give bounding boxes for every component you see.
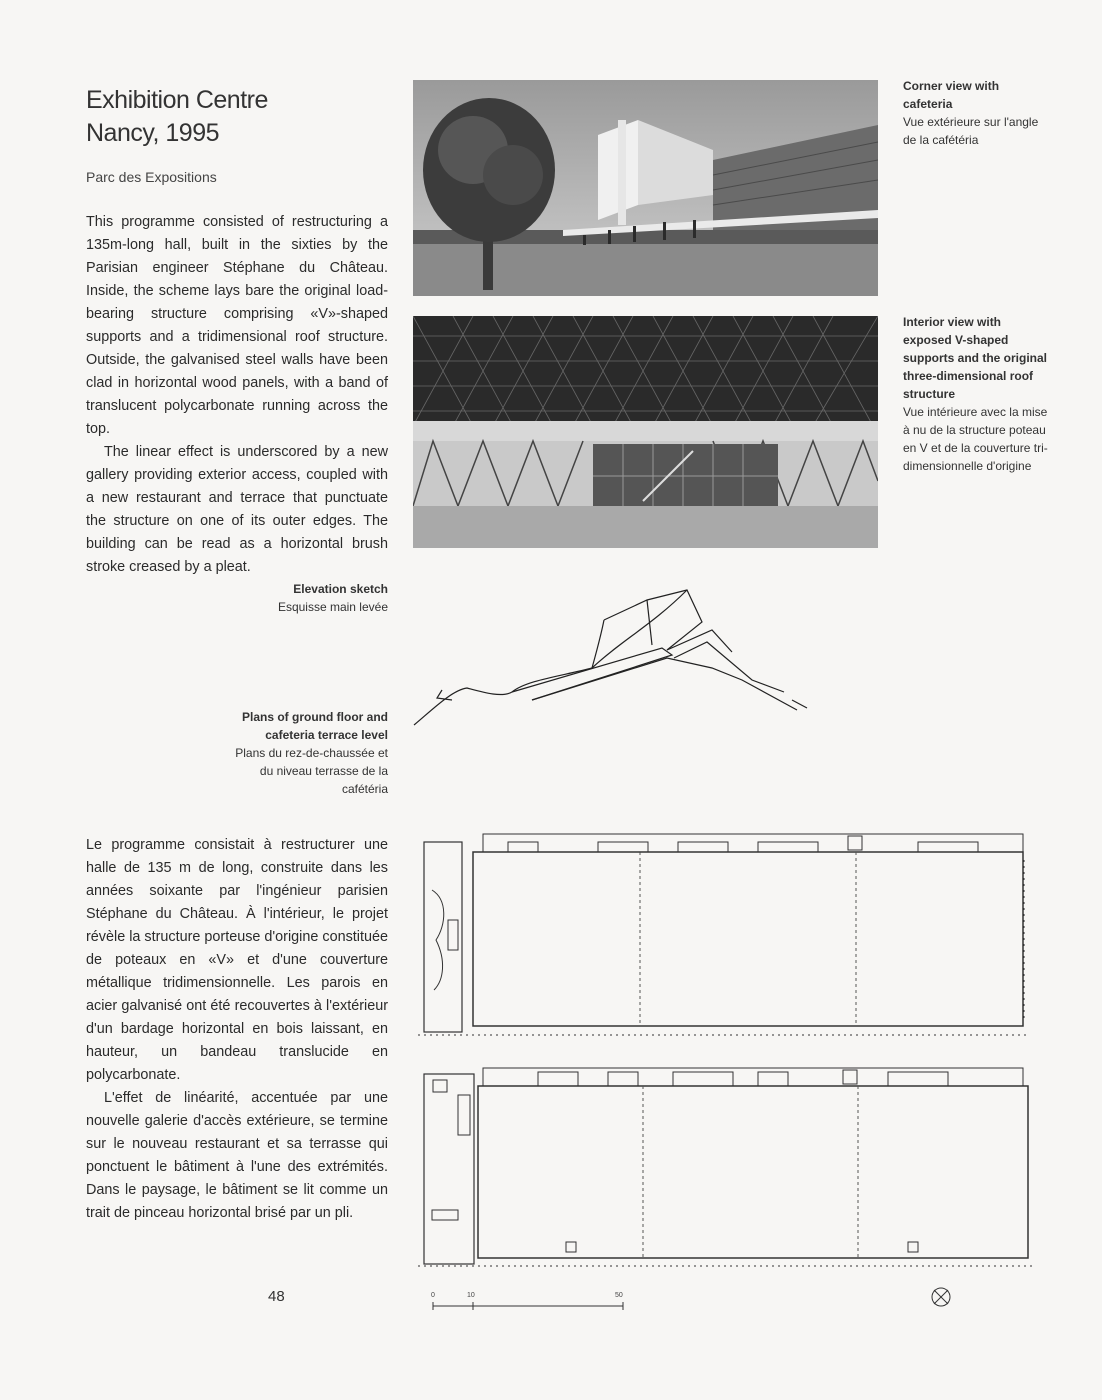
caption-english: Elevation sketch bbox=[293, 582, 388, 596]
caption-french: Plans du rez-de-chaussée et du niveau terrasse de la cafétéria bbox=[235, 746, 388, 796]
corner-view-photo bbox=[413, 80, 878, 296]
elevation-sketch bbox=[412, 580, 812, 730]
scale-label-end: 50 bbox=[615, 1292, 623, 1299]
scale-bar bbox=[425, 1292, 625, 1312]
paragraph: This programme consisted of restructuring a 135m-long hall, built in the sixties by the Parisian engineer Stéphane du Château. Inside, the scheme lays bare the original load-bearing structure comprising «V»-shaped supports and a tridimensional roof structure. Outside, the galvanised steel walls have been clad in horizontal wood panels, with a band of translucent polycarbonate running across the top. bbox=[86, 214, 388, 437]
ground-floor-plan bbox=[418, 830, 1028, 1040]
caption-floor-plans bbox=[230, 708, 388, 798]
body-text-english bbox=[86, 211, 388, 579]
paragraph: The linear effect is underscored by a new gallery providing exterior access, coupled with a new restaurant and terrace that punctuate the structure on one of its outer edges. The building can be read as a horizontal brush stroke creased by a pleat. bbox=[86, 444, 388, 575]
caption-elevation-sketch bbox=[230, 580, 388, 616]
scale-label-mid: 10 bbox=[467, 1292, 475, 1299]
title-line-1: Exhibition Centre bbox=[86, 86, 268, 114]
scale-label-start: 0 bbox=[431, 1292, 435, 1299]
page-title bbox=[86, 84, 268, 150]
caption-interior-view bbox=[903, 313, 1048, 475]
subtitle: Parc des Expositions bbox=[86, 169, 217, 185]
interior-view-photo bbox=[413, 316, 878, 548]
page-number: 48 bbox=[268, 1288, 285, 1305]
caption-french: Vue extérieure sur l'angle de la cafétéria bbox=[903, 115, 1039, 147]
caption-french: Esquisse main levée bbox=[277, 600, 388, 614]
caption-english: Corner view with cafeteria bbox=[903, 79, 1000, 111]
north-arrow-icon bbox=[930, 1286, 952, 1313]
paragraph: L'effet de linéarité, accentuée par une nouvelle galerie d'accès extérieure, se termine sur le nouveau restaurant et sa terrasse qui ponctuent le bâtiment à l'une des extrémités. Dans le paysage, le bâtiment se lit comme un trait de pinceau horizontal brisé par un pli. bbox=[86, 1090, 388, 1221]
body-text-french bbox=[86, 834, 388, 1225]
caption-english: Plans of ground floor and cafeteria terrace level bbox=[242, 710, 388, 742]
caption-english: Interior view with exposed V-shaped supports and the original three-dimensional roof structure bbox=[903, 315, 1048, 401]
caption-french: Vue intérieure avec la mise à nu de la structure poteau en V et de la couverture tri-dimensionnelle d'origine bbox=[903, 405, 1048, 473]
cafeteria-terrace-plan bbox=[418, 1060, 1038, 1270]
caption-corner-view bbox=[903, 77, 1048, 149]
paragraph: Le programme consistait à restructurer une halle de 135 m de long, construite dans les années soixante par l'ingénieur parisien Stéphane du Château. À l'intérieur, le projet révèle la structure porteuse d'origine constituée de poteaux en «V» et d'une couverture métallique tridimensionnelle. Les parois en acier galvanisé ont été recouvertes à l'extérieur d'un bardage horizontal en bois laissant, en hauteur, un bandeau translucide en polycarbonate. bbox=[86, 837, 388, 1083]
title-line-2: Nancy, 1995 bbox=[86, 119, 220, 147]
